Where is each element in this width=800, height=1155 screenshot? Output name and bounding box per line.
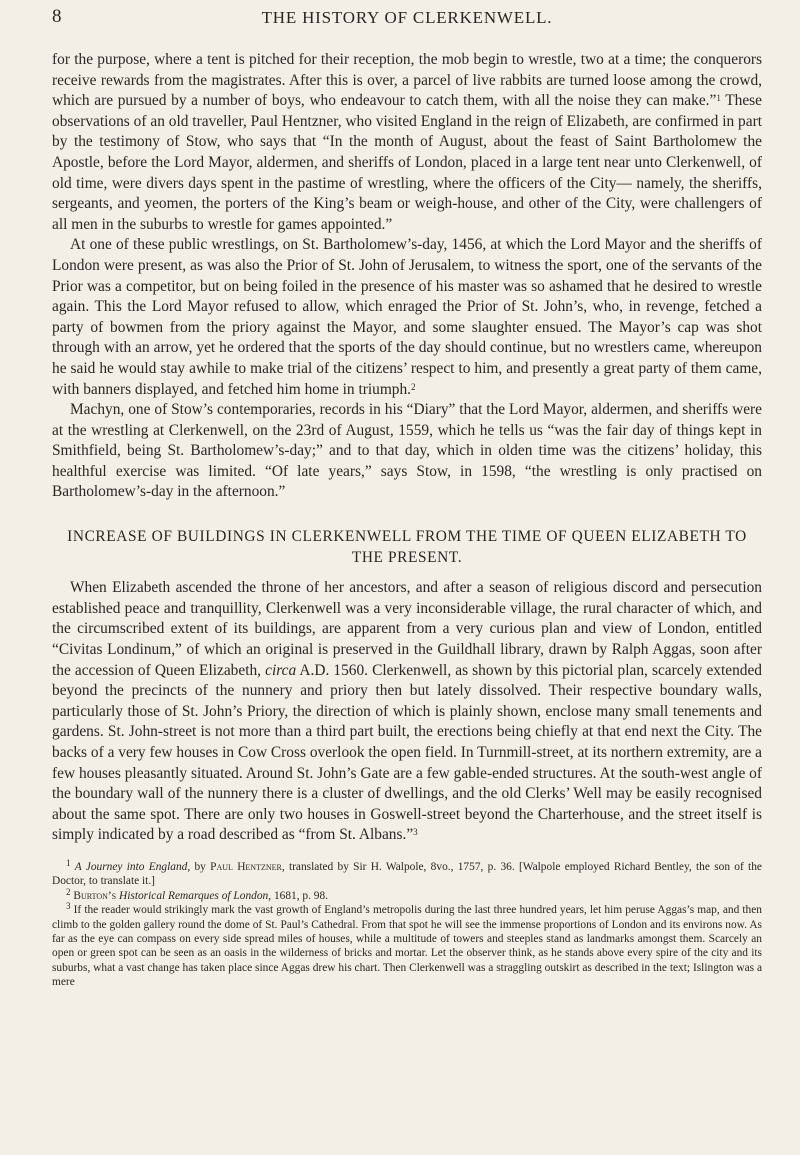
footnote-1	[52, 857, 762, 889]
paragraph-4	[52, 578, 762, 846]
paragraph-2-text: At one of these public wrestlings, on St. Bartholomew’s-day, 1456, at which the Lord Mayor and the sheriffs of London were present, as was also the Prior of St. John of Jerusalem, to witness the sport, one of the servants of the Prior was a competitor, but on being foiled in the presence of his master was so ashamed that he desired to wrestle again. This the Lord Mayor refused to allow, which enraged the Prior of St. John’s, who, in revenge, fetched a party of bowmen from the priory against the Mayor, and some slaughter ensued. The Mayor’s cap was shot through with an arrow, yet he ordered that the sports of the day should continue, but no wrestlers came, whereupon he said he would stay awhile to make trial of the citizens’ respect to him, and presently a great party of them came, with banners displayed, and fetched him home in triumph.	[52, 236, 762, 398]
footnote-1-author: Paul Hentzner,	[210, 860, 285, 873]
footnote-2-author: Burton’s	[73, 889, 117, 902]
paragraph-4-text-a: When Elizabeth ascended the throne of her ancestors, and after a season of religious discord and persecution established peace and tranquillity, Clerkenwell was a very inconsiderable village, the rural character of which, and the circumscribed extent of its buildings, are apparent from a very curious plan and view of London, entitled “Civitas Londinum,” of which an original is preserved in the Guildhall library, drawn by Ralph Aggas, soon after the accession of Queen Elizabeth,	[52, 579, 762, 679]
footnote-1-by: by	[190, 860, 211, 873]
page-body	[52, 50, 762, 990]
footnote-ref-3: 3	[413, 827, 418, 838]
paragraph-4-circa: circa	[265, 661, 297, 679]
footnote-2-marker: 2	[66, 886, 71, 897]
footnote-3-marker: 3	[66, 901, 71, 912]
footnote-1-rest: translated by Sir H. Walpole, 8vo., 1757, p. 36. [Walpole employed Richard Bentley, the son of the Doctor, to translate it.]	[52, 860, 762, 888]
footnote-1-title: A Journey into England,	[74, 860, 191, 873]
paragraph-2	[52, 235, 762, 400]
paragraph-1-tail: These observations of an old traveller, Paul Hentzner, who visited England in the reign of Elizabeth, are confirmed in part by the testimony of Stow, who says that “In the month of August, about the feast of Saint Bartholomew the Apostle, before the Lord Mayor, aldermen, and sheriffs of London, placed in a large tent near unto Clerkenwell, of old time, were divers days spent in the pastime of wrestling, where the officers of the City— namely, the sheriffs, sergeants, and yeomen, the porters of the King’s beam or weigh-house, and other of the City, were challengers of all men in the suburbs to wrestle for games appointed.”	[52, 92, 762, 233]
footnote-3-text: If the reader would strikingly mark the vast growth of England’s metropolis during the last three hundred years, let him peruse Aggas’s map, and then climb to the golden gallery round the dome of St. Paul’s Cathedral. From that spot he will see the immense proportions of London and its environs now. As far as the eye can compass on every side spread miles of houses, while a multitude of towers and steeples stand as landmarks amongst them. Scarcely an open or green spot can be seen as an oasis in the wilderness of bricks and mortar. Let the observer think, as he stands above every spire of the city and its suburbs, what a vast change has taken place since Aggas drew his chart. Then Clerkenwell was a straggling outskirt as described in the text; Islington was a mere	[52, 904, 762, 989]
running-head: THE HISTORY OF CLERKENWELL.	[261, 8, 553, 27]
page-number: 8	[52, 6, 62, 27]
footnote-3	[52, 903, 762, 989]
paragraph-3: Machyn, one of Stow’s contemporaries, records in his “Diary” that the Lord Mayor, aldermen, and sheriffs were at the wrestling at Clerkenwell, on the 23rd of August, 1559, which he tells us “was the fair day of things kept in Smithfield, being St. Bartholomew’s-day;” and to that day, which in olden time was the citizens’ holiday, this healthful exercise was limited. “Of late years,” says Stow, in 1598, “the wrestling is only practised on Bartholomew’s-day in the afternoon.”	[52, 401, 762, 501]
page-header	[52, 6, 762, 30]
paragraph-4-text-b: A.D. 1560. Clerkenwell, as shown by this pictorial plan, scarcely extended beyond the precincts of the nunnery and priory then but lately dissolved. Their respective boundary walls, particularly those of St. John’s Priory, the direction of which is plainly shown, enclose many small tenements and gardens. St. John-street is not more than a third part built, the erections being chiefly at that end next the City. The backs of a very few houses in Cow Cross overlook the open field. In Turnmill-street, at its northern extremity, are a few houses pleasantly situated. Around St. John’s Gate are a few gable-ended structures. At the south-west angle of the boundary wall of the nunnery there is a cluster of dwellings, and the old Clerks’ Well may be easily recognised about the same spot. There are only two houses in Goswell-street beyond the Charterhouse, and the street itself is simply indicated by a road described as “from St. Albans.”	[52, 661, 762, 844]
footnotes	[52, 857, 762, 990]
footnote-1-marker: 1	[66, 857, 71, 868]
footnote-2	[52, 886, 762, 903]
paragraph-1-text: for the purpose, where a tent is pitched for their reception, the mob begin to wrestle, two at a time; the conquerors receive rewards from the magistrates. After this is over, a parcel of live rabbits are turned loose among the crowd, which are pursued by a number of boys, who endeavour to catch them, with all the noise they can make.”	[52, 51, 762, 110]
footnote-2-title: Historical Remarques of London,	[119, 889, 272, 902]
paragraph-1	[52, 50, 762, 235]
footnote-ref-2: 2	[411, 381, 416, 392]
footnote-2-rest: 1681, p. 98.	[271, 889, 329, 902]
footnote-ref-1: 1	[716, 93, 721, 104]
section-heading: INCREASE OF BUILDINGS IN CLERKENWELL FROM THE TIME OF QUEEN ELIZABETH TO THE PRESENT.	[67, 528, 747, 566]
